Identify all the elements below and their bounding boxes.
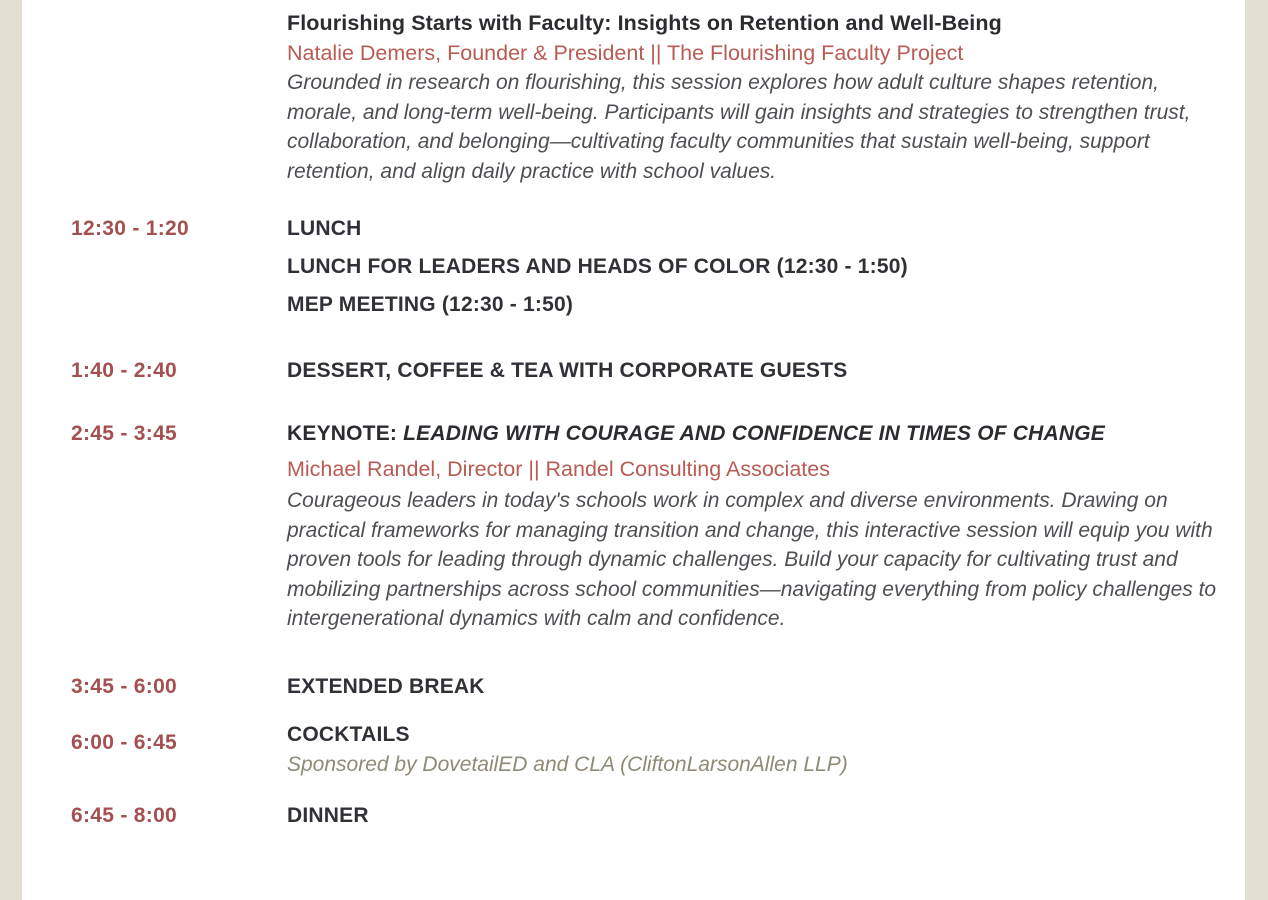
sponsor-credit: Sponsored by DovetailED and CLA (CliftonLarsonAllen LLP) xyxy=(287,752,848,776)
session-flourishing-faculty xyxy=(71,8,1221,186)
event-title: DESSERT, COFFEE & TEA WITH CORPORATE GUESTS xyxy=(287,359,848,382)
event-title: LUNCH xyxy=(287,217,362,240)
session-title: Flourishing Starts with Faculty: Insights on Retention and Well-Being xyxy=(287,11,1002,35)
schedule-row-dessert xyxy=(71,352,1221,390)
event-title: LUNCH FOR LEADERS AND HEADS OF COLOR (12:30 - 1:50) xyxy=(287,255,908,278)
session-detail xyxy=(287,720,1217,779)
session-speaker: Natalie Demers, Founder & President || The Flourishing Faculty Project xyxy=(287,41,964,65)
event-title: EXTENDED BREAK xyxy=(287,674,485,698)
schedule-row-keynote xyxy=(71,416,1221,634)
time-label: 2:45 - 3:45 xyxy=(71,422,178,445)
time-label: 3:45 - 6:00 xyxy=(71,674,178,698)
session-detail xyxy=(287,8,1217,186)
session-detail xyxy=(287,668,1217,706)
session-speaker: Michael Randel, Director || Randel Consulting Associates xyxy=(287,457,830,481)
schedule-row-dinner xyxy=(71,797,1221,835)
event-title: COCKTAILS xyxy=(287,722,410,746)
event-title: MEP MEETING (12:30 - 1:50) xyxy=(287,293,574,316)
session-detail xyxy=(287,416,1217,634)
schedule-row-extended-break xyxy=(71,668,1221,706)
keynote-title-prefix: KEYNOTE: xyxy=(287,422,404,445)
session-detail xyxy=(287,797,1217,835)
event-title: DINNER xyxy=(287,803,369,827)
right-margin-strip xyxy=(1245,0,1268,900)
session-detail xyxy=(287,210,1217,324)
time-label: 12:30 - 1:20 xyxy=(71,217,190,240)
session-description: Grounded in research on flourishing, this session explores how adult culture shapes retention, morale, and long-term well-being. Participants will gain insights and strategies to strengthen trust, collaboration, and belonging—cultivating faculty communities that sustain well-being, support retention, and align daily practice with school values. xyxy=(287,71,1191,183)
conference-schedule xyxy=(71,0,1221,835)
keynote-title xyxy=(287,416,1217,452)
schedule-row-lunch xyxy=(71,210,1221,324)
left-margin-strip xyxy=(0,0,22,900)
session-description: Courageous leaders in today's schools work in complex and diverse environments. Drawing on practical frameworks for managing transition and change, this interactive session will equip you with proven tools for leading through dynamic challenges. Build your capacity for cultivating trust and mobilizing partnerships across school communities—navigating everything from policy challenges to intergenerational dynamics with calm and confidence. xyxy=(287,489,1217,630)
time-label: 6:00 - 6:45 xyxy=(71,730,178,754)
keynote-title-italic: LEADING WITH COURAGE AND CONFIDENCE IN TIMES OF CHANGE xyxy=(403,422,1106,445)
time-label: 1:40 - 2:40 xyxy=(71,359,178,382)
schedule-row-cocktails xyxy=(71,720,1221,779)
session-detail xyxy=(287,352,1217,390)
time-label: 6:45 - 8:00 xyxy=(71,803,178,827)
